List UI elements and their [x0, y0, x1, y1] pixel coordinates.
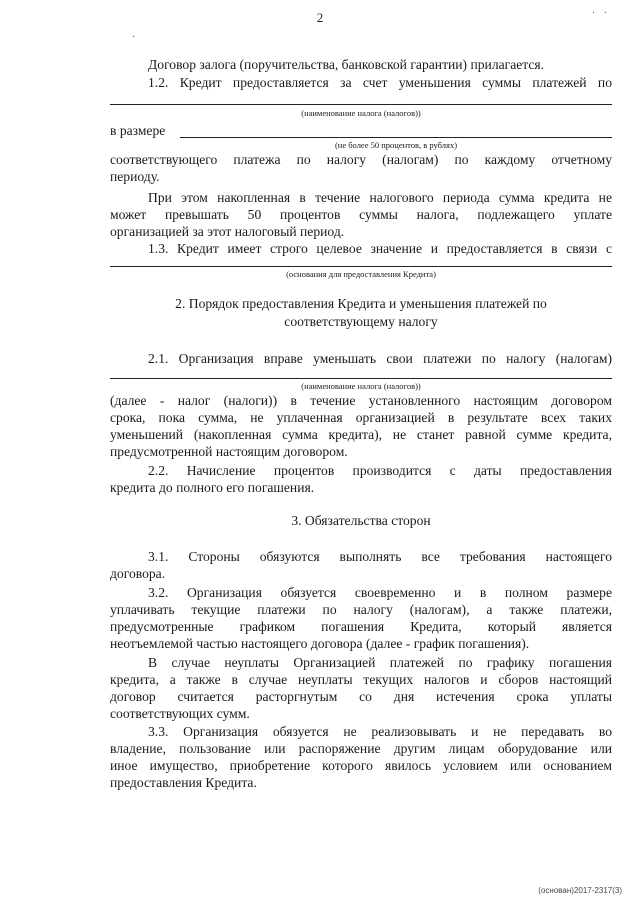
blank-line-credit-basis — [110, 266, 612, 267]
caption-credit-basis: (основания для предоставления Кредита) — [286, 269, 436, 279]
section-heading: соответствующему налогу — [284, 314, 438, 329]
caption-tax-name-2: (наименование налога (налогов)) — [301, 381, 421, 391]
text-line: предусмотренной настоящим договором. — [110, 444, 348, 459]
text-line: В случае неуплаты Организацией платежей по графику погашения — [148, 655, 612, 670]
text-line: Договор залога (поручительства, банковской гарантии) прилагается. — [148, 57, 545, 72]
text-line: 3.1. Стороны обязуются выполнять все требования настоящего — [148, 549, 612, 564]
text-line: предоставления Кредита. — [110, 775, 257, 790]
text-line: периоду. — [110, 169, 160, 184]
text-line: предусмотренные графиком погашения Кредита, который является — [110, 619, 612, 634]
footer-code: (основан)2017-2317(3) — [538, 886, 622, 895]
text-line: уменьшений (накопленная сумма кредита), не станет равной сумме кредита, — [110, 427, 612, 442]
blank-line-tax-name-2 — [110, 378, 612, 379]
page-number: 2 — [316, 10, 324, 25]
text-line: 2.2. Начисление процентов производится с даты предоставления — [148, 463, 612, 478]
text-line: кредита, а также в случае неуплаты текущих налогов и сборов настоящий — [110, 672, 612, 687]
text-line: срока, пока сумма, не уплаченная организацией в результате всех таких — [110, 410, 612, 425]
section-heading: 3. Обязательства сторон — [291, 513, 431, 528]
text-line: кредита до полного его погашения. — [110, 480, 315, 495]
text-line: (далее - налог (налоги)) в течение установленного настоящим договором — [110, 393, 612, 408]
text-line: владение, пользование или распоряжение другим лицам оборудование или — [110, 741, 612, 756]
text-line: 2.1. Организация вправе уменьшать свои платежи по налогу (налогам) — [148, 351, 612, 366]
text-line: организацией за этот налоговый период. — [110, 224, 345, 239]
text-line: уплачивать текущие платежи по налогу (налогам), а также платежи, — [110, 602, 612, 617]
text-line: 3.3. Организация обязуется не реализовывать и не передавать во — [148, 724, 612, 739]
text-line: 1.3. Кредит имеет строго целевое значение и предоставляется в связи с — [148, 241, 612, 256]
text-line: При этом накопленная в течение налогового периода сумма кредита не — [148, 190, 612, 205]
caption-tax-name: (наименование налога (налогов)) — [301, 108, 421, 118]
blank-line-amount — [180, 137, 612, 138]
caption-amount: (не более 50 процентов, в рублях) — [334, 140, 458, 150]
text-line: соответствующего платежа по налогу (налогам) по каждому отчетному — [110, 152, 612, 167]
blank-line-tax-name — [110, 104, 612, 105]
text-line: соответствующих сумм. — [110, 706, 250, 721]
text-line: 1.2. Кредит предоставляется за счет уменьшения суммы платежей по — [148, 75, 612, 90]
text-line: договор считается расторгнутым со дня истечения срока уплаты — [110, 689, 612, 704]
text-line: может превышать 50 процентов суммы налога, подлежащего уплате — [110, 207, 612, 222]
text-line: иное имущество, приобретение которого явилось условием или основанием — [110, 758, 612, 773]
section-heading: 2. Порядок предоставления Кредита и уменьшения платежей по — [175, 296, 547, 311]
text-line: 3.2. Организация обязуется своевременно и в полном размере — [148, 585, 612, 600]
text-line: договора. — [110, 566, 166, 581]
text-line: в размере — [110, 123, 166, 138]
scan-mark-left: · — [132, 32, 136, 43]
text-line: неотъемлемой частью настоящего договора (далее - график погашения). — [110, 636, 530, 651]
scan-marks: · · — [591, 8, 610, 19]
